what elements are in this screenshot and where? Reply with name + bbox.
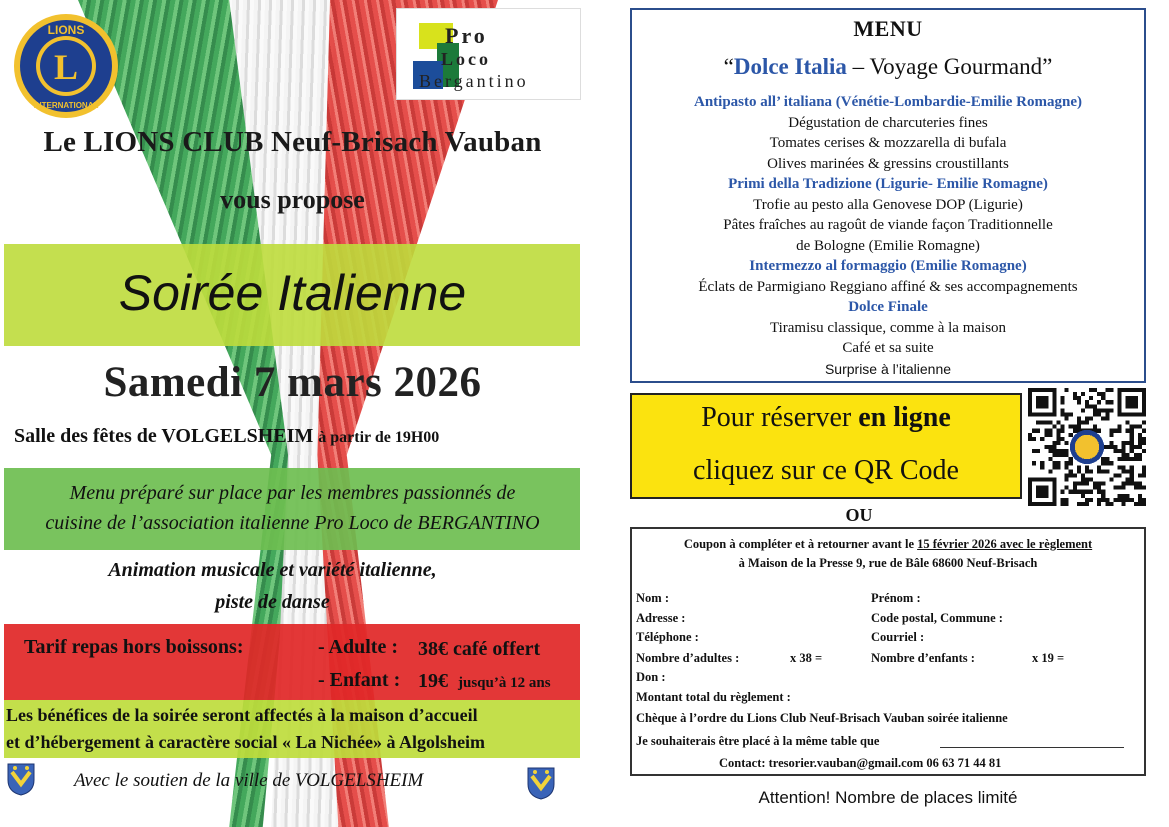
menu-dish: Tomates cerises & mozzarella di bufala [769, 135, 1007, 151]
menu-dish: Tiramisu classique, comme à la maison [769, 319, 1007, 336]
menu-dish: Éclats de Parmigiano Reggiano affiné & ses accompagnements [698, 278, 1078, 295]
club-title: Le LIONS CLUB Neuf-Brisach Vauban [43, 126, 542, 158]
menu-course-heading: Primi della Tradizione (Ligurie- Emilie Romagne) [728, 176, 1048, 192]
reserve-line-2: cliquez sur ce QR Code [693, 455, 959, 486]
pro-loco-logo [396, 8, 581, 100]
menu-subtitle-accent: Dolce Italia [733, 54, 847, 79]
field-code-postal[interactable]: Code postal, Commune : [871, 611, 1003, 625]
menu-subtitle-rest: – Voyage Gourmand” [846, 54, 1053, 79]
menu-heading: MENU [853, 16, 923, 41]
field-telephone[interactable]: Téléphone : [636, 630, 699, 644]
menu-dish: Dégustation de charcuteries fines [788, 114, 988, 131]
pro-loco-line-3: Bergantino [419, 71, 529, 91]
lions-logo-letter: L [53, 47, 79, 87]
coupon-deadline: 15 février 2026 avec le règlement [917, 537, 1093, 551]
field-don[interactable]: Don : [636, 670, 666, 684]
qr-lions-emblem [1072, 432, 1101, 461]
field-nb-adultes[interactable]: Nombre d’adultes : [636, 651, 740, 665]
field-courriel[interactable]: Courriel : [871, 630, 925, 644]
menu-course-heading: Antipasto all’ italiana (Vénétie-Lombardie-Emilie Romagne) [693, 94, 1082, 110]
field-same-table[interactable]: Je souhaiterais être placé à la même table que [636, 734, 880, 748]
field-montant-total[interactable]: Montant total du règlement : [636, 690, 791, 704]
propose-text: vous propose [220, 185, 365, 214]
menu-info-band [4, 468, 580, 550]
menu-course-heading: Dolce Finale [848, 299, 928, 315]
lions-logo-bottom-text: INTERNATIONAL [33, 101, 99, 110]
venue-name: Salle des fêtes de VOLGELSHEIM [14, 425, 314, 447]
attention-notice: Attention! Nombre de places limité [758, 788, 1018, 807]
support-text: Avec le soutien de la ville de VOLGELSHEIM [74, 770, 424, 791]
animation-line-2: piste de danse [215, 591, 330, 613]
adult-multiplier: x 38 = [790, 651, 823, 665]
field-prenom[interactable]: Prénom : [871, 591, 921, 605]
menu-course-heading: Intermezzo al formaggio (Emilie Romagne) [749, 258, 1027, 274]
animation-line-1: Animation musicale et variété italienne, [108, 559, 437, 581]
menu-dish: Pâtes fraîches au ragoût de viande façon Traditionnelle [723, 217, 1053, 233]
coat-of-arms-right-icon [526, 766, 556, 800]
price-label: Tarif repas hors boissons: [24, 636, 244, 658]
adult-label: - Adulte : [318, 636, 398, 658]
menu-dish: Olives marinées & gressins croustillants [767, 155, 1009, 172]
lions-club-logo [12, 12, 120, 120]
coupon-heading-1 [630, 537, 1146, 552]
child-label: - Enfant : [318, 669, 401, 691]
reserve-strong: en ligne [858, 402, 951, 433]
benefit-line-2: et d’hébergement à caractère social « La Nichée» à Algolsheim [6, 732, 486, 752]
field-nom[interactable]: Nom : [636, 591, 669, 605]
menu-dish: Surprise à l’italienne [824, 360, 952, 377]
menu-dish: Trofie au pesto alla Genovese DOP (Ligurie) [753, 196, 1023, 213]
pro-loco-line-2: Loco [441, 49, 491, 69]
field-adresse[interactable]: Adresse : [636, 611, 686, 625]
menu-subtitle-quote: “ [723, 54, 734, 79]
menu-dish: Café et sa suite [842, 340, 934, 356]
reserve-line-1 [630, 402, 1022, 434]
reserve-prefix: Pour réserver [701, 402, 859, 433]
adult-price: 38€ café offert [418, 638, 541, 660]
coat-of-arms-left-icon [6, 762, 36, 796]
field-nb-enfants[interactable]: Nombre d’enfants : [871, 651, 975, 665]
event-venue [14, 425, 439, 448]
menu-info-line-1: Menu préparé sur place par les membres passionnés de [69, 482, 516, 504]
event-title: Soirée Italienne [118, 265, 467, 321]
pro-loco-line-1: Pro [445, 23, 488, 48]
or-separator: OU [845, 505, 873, 525]
child-multiplier: x 19 = [1032, 651, 1065, 665]
event-date: Samedi 7 mars 2026 [103, 359, 482, 406]
contact-info: Contact: tresorier.vauban@gmail.com 06 63 71 44 81 [719, 756, 1002, 770]
child-price-note: jusqu’à 12 ans [458, 675, 551, 691]
menu-dish: de Bologne (Emilie Romagne) [796, 237, 980, 254]
cheque-instruction: Chèque à l’ordre du Lions Club Neuf-Brisach Vauban soirée italienne [636, 711, 1008, 725]
reservation-qr-code-icon[interactable] [1028, 388, 1146, 506]
venue-time: à partir de 19H00 [318, 429, 440, 446]
menu-subtitle [630, 54, 1146, 80]
coupon-heading-2: à Maison de la Presse 9, rue de Bâle 68600 Neuf-Brisach [738, 556, 1038, 570]
child-price: 19€ [418, 670, 448, 692]
same-table-input-line[interactable] [940, 747, 1124, 748]
coupon-heading-prefix: Coupon à compléter et à retourner avant le [683, 537, 918, 551]
benefit-line-1: Les bénéfices de la soirée seront affectés à la maison d’accueil [6, 705, 478, 725]
menu-info-line-2: cuisine de l’association italienne Pro Loco de BERGANTINO [45, 512, 540, 534]
lions-logo-top-text: LIONS [47, 23, 85, 37]
